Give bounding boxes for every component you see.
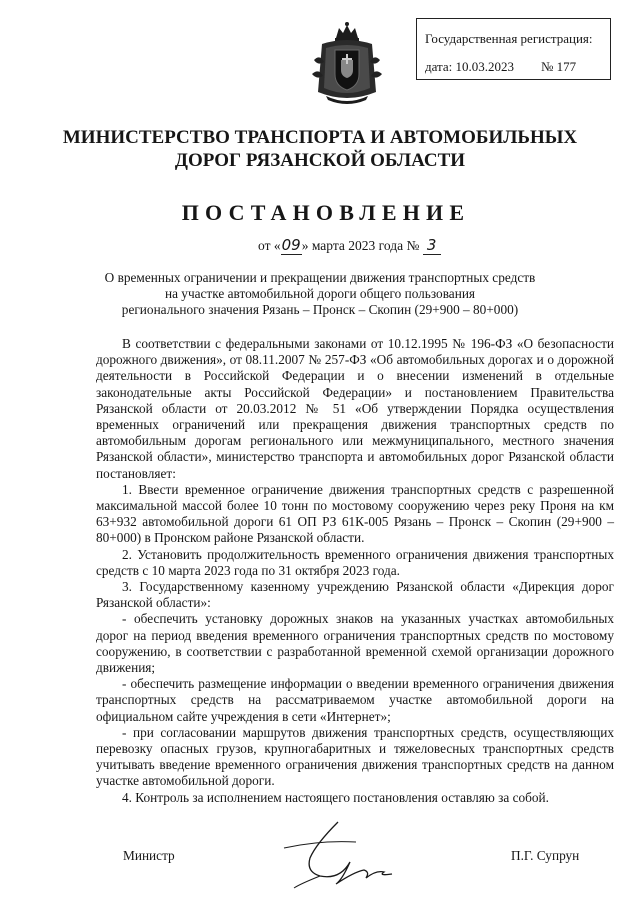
clause-3-item: - обеспечить размещение информации о введении временного ограничения движения транспортных средств на рассматриваемом участке автомобильной дороги на официальном сайте учреждения в сети «Интернет»; [96,676,614,724]
handwritten-signature [280,818,400,892]
ministry-name [40,126,600,172]
document-number: 3 [423,236,441,255]
registration-details [425,59,610,75]
clause-2: 2. Установить продолжительность временного ограничения движения транспортных средств с 10 марта 2023 года по 31 октября 2023 года. [96,546,614,578]
clause-3: 3. Государственному казенному учреждению Рязанской области «Дирекция дорог Рязанской области»: [96,579,614,611]
date-middle: » марта 2023 года № [301,238,420,253]
clause-1: 1. Ввести временное ограничение движения транспортных средств с разрешенной максимальной массой более 10 тонн по мостовому сооружению через реку Проня на км 63+932 автомобильной дороги 61 ОП РЗ 61К-005 Рязань – Пронск – Скопин (29+900 – 80+000) в Пронском районе Рязанской области. [96,481,614,546]
registration-stamp [416,18,611,80]
clause-4: 4. Контроль за исполнением настоящего постановления оставляю за собой. [122,789,549,805]
clause-3-item: - при согласовании маршрутов движения транспортных средств, осуществляющих перевозку опасных грузов, крупногабаритных и тяжеловесных транспортных средств учитывать введение временного ограничения движения транспортных средств на данном участке автомобильной дороги. [96,724,614,789]
signer-name: П.Г. Супрун [511,848,580,863]
registration-number: № 177 [541,59,577,74]
document-type: ПОСТАНОВЛЕНИЕ [181,200,471,225]
preamble-paragraph: В соответствии с федеральными законами от 10.12.1995 № 196-ФЗ «О безопасности дорожного движения», от 08.11.2007 № 257-ФЗ «Об автомобильных дорогах и о дорожной деятельности в Российской Федерации и о внесении изменений в отдельные законодательные акты Российской Федерации» и постановлением Правительства Рязанской области от 20.03.2012 № 51 «Об утверждении Порядка осуществления временных ограничений или прекращения движения транспортных средств по автомобильным дорогам регионального или межмуниципального, местного значения Рязанской области», министерство транспорта и автомобильных дорог Рязанской области постановляет: [96,336,614,481]
signer-position: Министр [123,848,175,863]
document-body [96,336,614,806]
document-subject [100,270,540,318]
ministry-name-line2: ДОРОГ РЯЗАНСКОЙ ОБЛАСТИ [174,150,466,171]
date-day: 09 [281,236,301,254]
registration-date: дата: 10.03.2023 [425,59,515,74]
subject-line: О временных ограничении и прекращении движения транспортных средств [104,270,536,285]
subject-line: на участке автомобильной дороги общего пользования [164,286,476,301]
subject-line: регионального значения Рязань – Пронск – Скопин (29+900 – 80+000) [121,302,519,317]
ministry-name-line1: МИНИСТЕРСТВО ТРАНСПОРТА И АВТОМОБИЛЬНЫХ [62,127,578,148]
coat-of-arms-icon [310,20,384,106]
clause-3-item: - обеспечить установку дорожных знаков на указанных участках автомобильных дорог на период введения временного ограничения транспортных средств по мостовому сооружению, в соответствии с разработанной временной схемой организации дорожного движения; [96,611,614,676]
date-prefix: от « [258,238,281,253]
registration-title: Государственная регистрация: [425,31,593,46]
document-date-line [258,236,441,255]
